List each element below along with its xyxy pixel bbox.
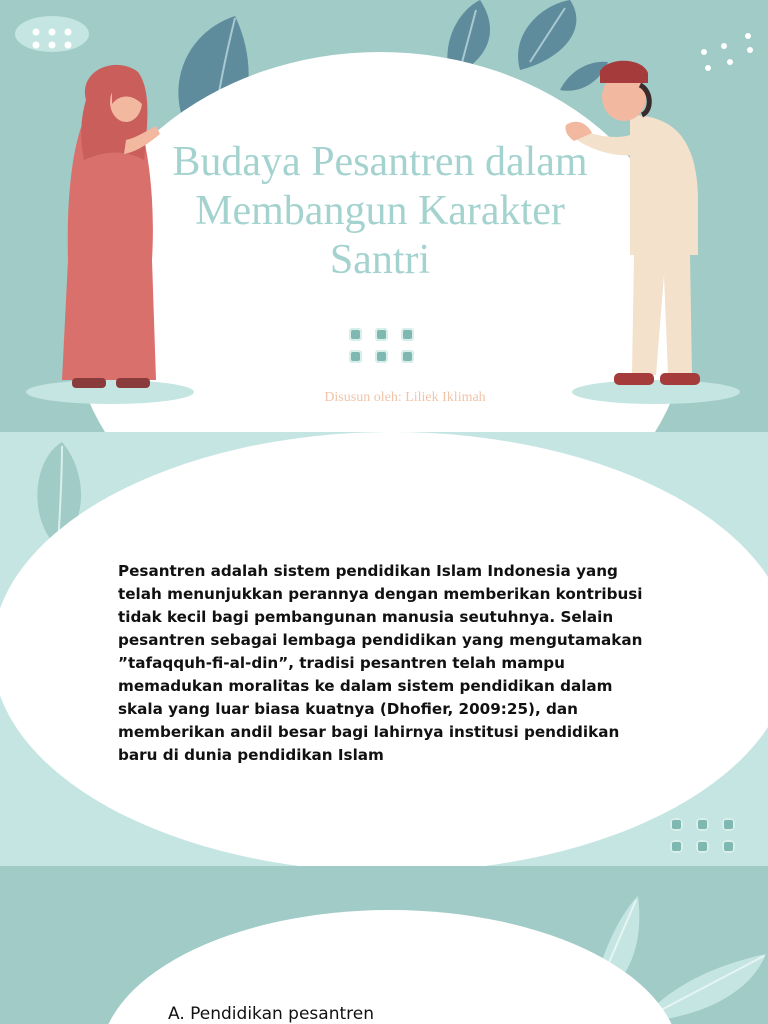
speech-bubble-icon — [14, 14, 94, 56]
section-heading: A. Pendidikan pesantren — [168, 1004, 375, 1024]
man-praying-illustration — [560, 55, 710, 395]
woman-praying-illustration — [56, 60, 166, 395]
title-line: Santri — [329, 237, 431, 283]
dot-grid-icon — [349, 328, 414, 363]
body-paragraph: Pesantren adalah sistem pendidikan Islam Indonesia yang telah menunjukkan perannya dengan memberikan kontribusi tidak kecil bagi pembangunan manusia seutuhnya. Selain pesantren sebagai lembaga pendidikan yang mengutamakan ”tafaqquh-fi-al-din”, tradisi pesantren telah mampu memadukan moralitas ke dalam sistem pendidikan dalam skala yang luar biasa kuatnya (Dhofier, 2009:25), dan memberikan andil besar bagi lahirnya institusi pendidikan baru di dunia pendidikan Islam — [118, 562, 643, 764]
dot-grid-icon — [670, 818, 735, 853]
author-credit: Disusun oleh: Liliek Iklimah — [324, 390, 486, 405]
title-slide — [0, 0, 768, 432]
title-line: Membangun Karakter — [195, 188, 565, 234]
section-slide — [0, 866, 768, 1024]
title-line: Budaya Pesantren dalam — [172, 139, 588, 185]
